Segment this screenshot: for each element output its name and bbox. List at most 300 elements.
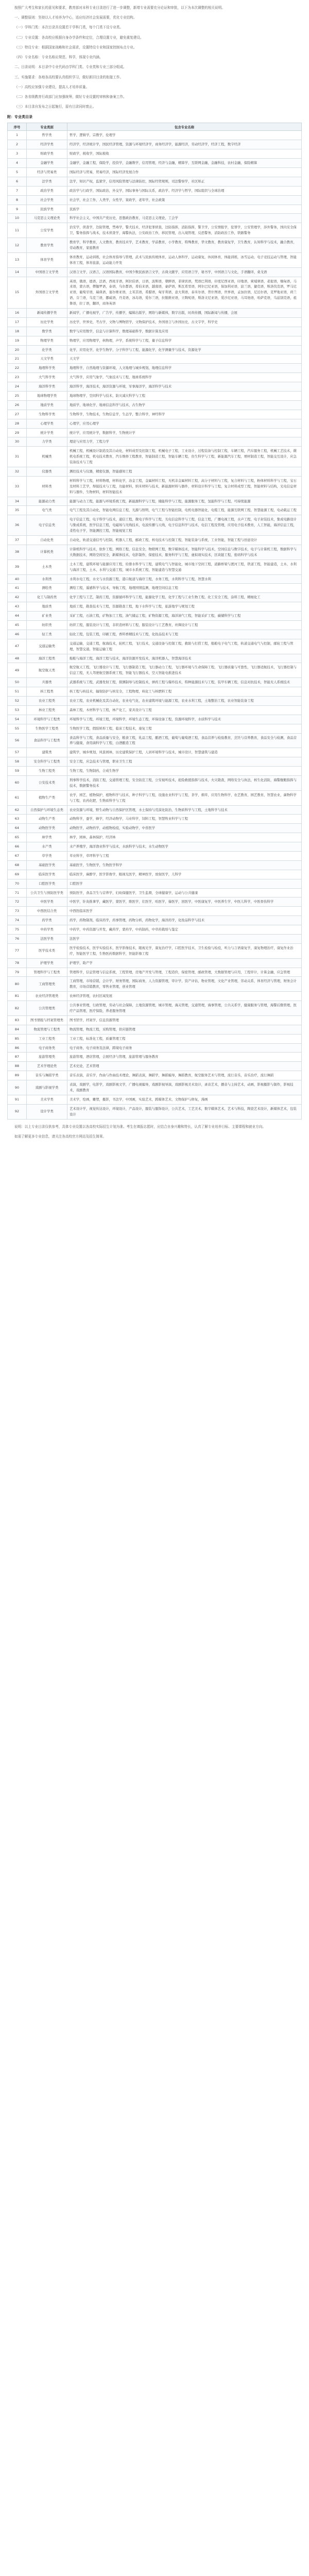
- row-majors: 历史学，世界史，考古学，文物与博物馆学，文物保护技术，外国语言与外国历史，古文字学，科学史: [67, 317, 302, 327]
- table-row: [8, 968, 302, 977]
- row-number: 47: [8, 639, 27, 654]
- table-row: [8, 1015, 302, 1025]
- table-row: [8, 715, 302, 724]
- row-majors: 统计学，应用统计学，数据科学，生物统计学: [67, 428, 302, 437]
- row-majors: 电子信息工程，电子科学与技术，通信工程，微电子科学与工程，光电信息科学与工程，信息工程，广播电视工程，水声工程，电子封装技术，集成电路设计与集成系统，医学信息工程，电磁场与无线技术，电波传播与天线，电子信息科学与技术，电信工程及管理，应用电子技术教育，人工智能，海洋信息工程，柔性电子学，智能测控工程，智能视觉工程: [67, 515, 302, 536]
- table-row: [8, 733, 302, 748]
- row-category: 农业工程类: [27, 696, 67, 705]
- table-row: [8, 400, 302, 410]
- row-majors: 地质学，地球化学，地球信息科学与技术，古生物学: [67, 400, 302, 410]
- row-number: 79: [8, 968, 27, 977]
- row-number: 65: [8, 833, 27, 842]
- row-category: 生物科学类: [27, 410, 67, 419]
- row-number: 26: [8, 400, 27, 410]
- row-majors: 动物科学，蚕学，蜂学，经济动物学，马业科学，饲料工程，智慧牧业科学与工程: [67, 815, 302, 824]
- row-number: 25: [8, 392, 27, 401]
- row-number: 27: [8, 410, 27, 419]
- row-majors: 计算机科学与技术，软件工程，网络工程，信息安全，物联网工程，数字媒体技术，智能科学与技术，空间信息与数字技术，电子与计算机工程，数据科学与大数据技术，网络空间安全，新媒体技术，电影制作，保密技术，服务科学与工程，虚拟现实技术，区块链工程，密码科学与技术: [67, 545, 302, 560]
- row-majors: 经济学，经济统计学，国民经济管理，资源与环境经济学，商务经济学，能源经济，劳动经济学，经济工程，数字经济: [67, 140, 302, 149]
- row-category: 经济与贸易类: [27, 167, 67, 177]
- row-number: 64: [8, 824, 27, 833]
- intro-paragraph: （二）专业设置：各高校应根据自身办学条件和定位，合理设置专业，避免重复建设。: [14, 35, 144, 40]
- row-category: 力学类: [27, 437, 67, 447]
- table-row: [8, 696, 302, 705]
- row-majors: 体育教育，运动训练，社会体育指导与管理，武术与民族传统体育，运动人体科学，运动康复，休闲体育，体能训练，冰雪运动，电子竞技运动与管理，智能体育工程，体育旅游，运动能力开发: [67, 252, 302, 267]
- table-row: [8, 223, 302, 238]
- table-row: [8, 992, 302, 1001]
- table-row: [8, 267, 302, 277]
- table-row: [8, 815, 302, 824]
- intro-paragraph: 二、目录说明：本目录中专业代码由学科门类、专业类和专业三部分组成。: [14, 65, 127, 70]
- table-row: [8, 309, 302, 318]
- row-number: 60: [8, 775, 27, 790]
- row-number: 19: [8, 336, 27, 345]
- table-row: [8, 238, 302, 253]
- table-row: [8, 545, 302, 560]
- row-number: 80: [8, 977, 27, 992]
- row-number: 59: [8, 767, 27, 776]
- row-majors: 化学，应用化学，化学生物学，分子科学与工程，能源化学，化学测量学与技术，资源化学: [67, 345, 302, 354]
- row-category: 航空航天类: [27, 663, 67, 678]
- row-category: 公安技术类: [27, 775, 67, 790]
- row-number: 63: [8, 815, 27, 824]
- row-number: 14: [8, 267, 27, 277]
- row-majors: 材料科学与工程，材料物理，材料化学，冶金工程，金属材料工程，无机非金属材料工程，高分子材料与工程，复合材料与工程，粉体材料科学与工程，宝石及材料工艺学，焊接技术与工程，功能材料，纳米材料与技术，新能源材料与器件，材料设计科学与工程，复合材料成型工程，智能材料与结构，光电信息材料与器件，生物材料，材料智能技术: [67, 476, 302, 497]
- row-majors: 生物医学工程，假肢矫形工程，临床工程技术，康复工程: [67, 724, 302, 733]
- row-number: 9: [8, 205, 27, 214]
- table-row: [8, 593, 302, 602]
- row-majors: 土木工程，建筑环境与能源应用工程，给排水科学与工程，建筑电气与智能化，城市地下空间工程，道路桥梁与渡河工程，铁道工程，智能建造，土木、水利与海洋工程，土木、水利与交通工程，城市水系统工程，智能建造与智慧交通: [67, 560, 302, 574]
- row-number: 74: [8, 916, 27, 925]
- table-row: [8, 748, 302, 757]
- row-majors: 心理学，应用心理学: [67, 419, 302, 428]
- row-number: 78: [8, 958, 27, 968]
- table-row: [8, 833, 302, 842]
- row-majors: 采矿工程，石油工程，矿物加工工程，油气储运工程，矿物资源工程，海洋油气工程，智能采矿工程，碳储科学与工程: [67, 612, 302, 621]
- row-majors: 音乐表演，音乐学，作曲与作曲技术理论，舞蹈表演，舞蹈学，舞蹈编导，舞蹈教育，航空服务艺术与管理，流行音乐，音乐治疗，流行舞蹈: [67, 1071, 302, 1080]
- row-majors: 地球物理学，空间科学与技术，防灾减灾科学与工程: [67, 392, 302, 401]
- table-row: [8, 428, 302, 437]
- table-row: [8, 860, 302, 870]
- row-number: 50: [8, 678, 27, 687]
- row-majors: 海洋科学，海洋技术，海洋资源与环境，军事海洋学，海洋科学与技术: [67, 382, 302, 392]
- row-number: 10: [8, 214, 27, 223]
- row-majors: 新闻学，广播电视学，广告学，传播学，编辑出版学，网络与新媒体，数字出版，时尚传播，国际新闻与传播，会展: [67, 309, 302, 318]
- row-majors: 安全工程，应急技术与管理，职业卫生工程: [67, 757, 302, 767]
- row-category: 安全科学与工程类: [27, 757, 67, 767]
- intro-section: [7, 5, 302, 109]
- row-majors: 基础医学，生物医学，生物医学科学: [67, 860, 302, 870]
- table-row: [8, 790, 302, 805]
- row-number: 71: [8, 888, 27, 897]
- row-majors: 刑事科学技术，消防工程，交通管理工程，安全防范工程，公安视听技术，抢险救援指挥与技术，火灾勘查，网络安全与执法，核生化消防，海警舰艇指挥与技术，数据警务技术: [67, 775, 302, 790]
- table-row: [8, 392, 302, 401]
- row-category: 新闻传播学类: [27, 309, 67, 318]
- row-category: 生物工程类: [27, 767, 67, 776]
- row-category: 食品科学与工程类: [27, 733, 67, 748]
- row-category: 公共卫生与预防医学类: [27, 888, 67, 897]
- table-row: [8, 805, 302, 815]
- row-category: 农业经济管理类: [27, 992, 67, 1001]
- row-majors: 林学，园林，森林保护，经济林: [67, 833, 302, 842]
- table-row: [8, 842, 302, 852]
- table-header-row: [8, 123, 302, 131]
- row-number: 75: [8, 925, 27, 935]
- row-number: 56: [8, 733, 27, 748]
- row-number: 86: [8, 1043, 27, 1053]
- row-number: 5: [8, 167, 27, 177]
- table-row: [8, 1080, 302, 1095]
- row-number: 84: [8, 1025, 27, 1034]
- row-number: 2: [8, 140, 27, 149]
- table-row: [8, 252, 302, 267]
- row-category: 财政学类: [27, 149, 67, 159]
- row-category: 公安学类: [27, 223, 67, 238]
- row-category: 能源动力类: [27, 497, 67, 506]
- row-category: 管理科学与工程类: [27, 968, 67, 977]
- row-category: 统计学类: [27, 428, 67, 437]
- row-category: 矿业类: [27, 612, 67, 621]
- intro-paragraph: 三、实施要求：各地各高校要认真组织学习，做好新旧目录的衔接工作。: [14, 75, 123, 79]
- table-row: [8, 1043, 302, 1053]
- row-number: 18: [8, 327, 27, 336]
- table-row: [8, 364, 302, 373]
- row-number: 90: [8, 1080, 27, 1095]
- row-majors: 测控技术与仪器，精密仪器，智能感知工程: [67, 467, 302, 477]
- table-row: [8, 506, 302, 515]
- row-category: 社会学类: [27, 195, 67, 205]
- row-category: 基础医学类: [27, 860, 67, 870]
- row-majors: 森林工程，木材科学与工程，林产化工，家具设计与工程: [67, 705, 302, 715]
- row-number: 48: [8, 654, 27, 663]
- table-row: [8, 373, 302, 382]
- intro-paragraph: （一）学科门类：本次目录共设置若干学科门类，每个门类下设专业类。: [14, 25, 123, 30]
- row-majors: 船舶与海洋工程，海洋工程与技术，海洋资源开发技术，海洋机器人，智慧海洋技术: [67, 654, 302, 663]
- row-category: 设计学类: [27, 1104, 67, 1119]
- row-category: 地质类: [27, 602, 67, 612]
- row-number: 85: [8, 1034, 27, 1043]
- row-majors: 数学与应用数学，信息与计算科学，数理基础科学，数据计算及应用: [67, 327, 302, 336]
- row-category: 法学类: [27, 177, 67, 186]
- row-number: 55: [8, 724, 27, 733]
- row-majors: 测绘工程，遥感科学与技术，导航工程，地理国情监测，地理空间信息工程: [67, 584, 302, 593]
- row-majors: 管理科学，信息管理与信息系统，工程管理，房地产开发与管理，工程造价，保密管理，邮政管理，大数据管理与应用，工程审计，计算金融，应急管理: [67, 968, 302, 977]
- table-row: [8, 345, 302, 354]
- row-number: 34: [8, 497, 27, 506]
- row-majors: 科学社会主义，中国共产党历史，思想政治教育，马克思主义理论，工会学: [67, 214, 302, 223]
- row-category: 中医学类: [27, 897, 67, 907]
- table-row: [8, 195, 302, 205]
- row-majors: 法医学: [67, 935, 302, 944]
- row-category: 建筑类: [27, 748, 67, 757]
- row-category: 心理学类: [27, 419, 67, 428]
- row-majors: 财政学，税收学，国际税收: [67, 149, 302, 159]
- row-number: 11: [8, 223, 27, 238]
- row-category: 材料类: [27, 476, 67, 497]
- row-number: 76: [8, 935, 27, 944]
- row-majors: 武器系统与工程，武器发射工程，探测制导与控制技术，弹药工程与爆炸技术，特种能源技术与工程，装甲车辆工程，信息对抗技术，智能无人系统技术: [67, 678, 302, 687]
- row-category: 电子商务类: [27, 1043, 67, 1053]
- row-number: 15: [8, 277, 27, 308]
- table-row: [8, 1095, 302, 1104]
- row-category: 天文学类: [27, 354, 67, 364]
- table-row: [8, 437, 302, 447]
- row-majors: 艺术史论，艺术管理: [67, 1062, 302, 1071]
- table-row: [8, 131, 302, 140]
- row-majors: 美术学，绘画，雕塑，摄影，书法学，中国画，实验艺术，跨媒体艺术，文物保护与修复，漫画: [67, 1095, 302, 1104]
- row-majors: 水产养殖学，海洋渔业科学与技术，水族科学与技术，水生动物医学: [67, 842, 302, 852]
- row-majors: 自动化，轨道交通信号与控制，机器人工程，邮政工程，核电技术与控制工程，智能装备与系统，工业智能，智能工程与创意设计: [67, 536, 302, 545]
- row-number: 3: [8, 149, 27, 159]
- row-category: 工商管理类: [27, 977, 67, 992]
- row-number: 7: [8, 186, 27, 195]
- row-number: 73: [8, 907, 27, 916]
- row-number: 30: [8, 437, 27, 447]
- row-number: 70: [8, 879, 27, 888]
- outro-paragraph: 说明：以上专业目录仅供参考，具体专业设置以各高校实际招生计划为准。考生在填报志愿时，应结合自身兴趣和特长，认真了解专业培养目标、主要课程和就业方向。: [14, 1124, 266, 1129]
- row-category: 林业工程类: [27, 705, 67, 715]
- row-category: 经济学类: [27, 140, 67, 149]
- table-row: [8, 574, 302, 584]
- row-category: 电气类: [27, 506, 67, 515]
- row-category: 药学类: [27, 916, 67, 925]
- row-category: 植物生产类: [27, 790, 67, 805]
- row-category: 机械类: [27, 447, 67, 467]
- row-category: 兵器类: [27, 678, 67, 687]
- intro-paragraph: （三）特设专业：根据国家战略和社会需求，设置特设专业和国家控制布点专业。: [14, 45, 137, 49]
- row-majors: 理论与应用力学，工程力学: [67, 437, 302, 447]
- row-number: 23: [8, 373, 27, 382]
- row-majors: 口腔医学: [67, 879, 302, 888]
- table-row: [8, 1001, 302, 1016]
- row-category: 大气科学类: [27, 373, 67, 382]
- row-number: 37: [8, 536, 27, 545]
- row-category: 纺织类: [27, 620, 67, 630]
- row-number: 35: [8, 506, 27, 515]
- row-majors: 动物医学，动物药学，动植物检疫，实验动物学，中兽医学: [67, 824, 302, 833]
- row-number: 33: [8, 476, 27, 497]
- row-category: 图书情报与档案管理类: [27, 1015, 67, 1025]
- table-row: [8, 177, 302, 186]
- row-number: 49: [8, 663, 27, 678]
- row-number: 39: [8, 560, 27, 574]
- row-category: 测绘类: [27, 584, 67, 593]
- row-majors: 地理科学，自然地理与资源环境，人文地理与城乡规划，地理信息科学: [67, 364, 302, 373]
- row-category: 音乐与舞蹈学类: [27, 1071, 67, 1080]
- row-majors: 农学，园艺，植物保护，植物科学与技术，种子科学与工程，设施农业科学与工程，茶学，烟草，应用生物科学，农艺教育，园艺教育，智慧农业，菌物科学与工程，农药化肥，生物质科学与工程: [67, 790, 302, 805]
- row-majors: 工商管理，市场营销，会计学，财务管理，国际商务，人力资源管理，审计学，资产评估，物业管理，文化产业管理，劳动关系，体育经济与管理，财务会计教育，市场营销教育，零售业管理，创业管理: [67, 977, 302, 992]
- row-category: 护理学类: [27, 958, 67, 968]
- table-row: [8, 879, 302, 888]
- table-row: [8, 536, 302, 545]
- table-row: [8, 327, 302, 336]
- row-number: 67: [8, 852, 27, 861]
- row-majors: 草业科学，草坪科学与工程: [67, 852, 302, 861]
- row-number: 8: [8, 195, 27, 205]
- row-number: 21: [8, 354, 27, 364]
- row-number: 52: [8, 696, 27, 705]
- row-number: 88: [8, 1062, 27, 1071]
- table-body: [8, 131, 302, 1119]
- row-number: 32: [8, 467, 27, 477]
- row-category: 法医学类: [27, 935, 67, 944]
- row-majors: 交通运输，交通工程，航海技术，轮机工程，飞行技术，交通设备与控制工程，救助与打捞工程，船舶电子电气工程，轨道交通电气与控制，邮轮工程与管理，智慧交通，智能运输工程: [67, 639, 302, 654]
- table-row: [8, 186, 302, 195]
- row-majors: 核工程与核技术，辐射防护与核安全，工程物理，核化工与核燃料工程: [67, 687, 302, 697]
- row-number: 38: [8, 545, 27, 560]
- row-majors: 环境科学与工程，环境工程，环境科学，环境生态工程，环保设备工程，资源环境科学，水质科学与技术: [67, 715, 302, 724]
- row-number: 12: [8, 238, 27, 253]
- row-number: 28: [8, 419, 27, 428]
- row-number: 51: [8, 687, 27, 697]
- table-row: [8, 467, 302, 477]
- row-category: 海洋科学类: [27, 382, 67, 392]
- row-category: 政治学类: [27, 186, 67, 195]
- row-number: 91: [8, 1095, 27, 1104]
- row-category: 水利类: [27, 574, 67, 584]
- row-majors: 纺织工程，服装设计与工程，非织造材料与工程，服装设计与工艺教育，丝绸设计与工程: [67, 620, 302, 630]
- row-number: 61: [8, 790, 27, 805]
- row-category: 美术学类: [27, 1095, 67, 1104]
- row-majors: 汉语言文学，汉语言，汉语国际教育，中国少数民族语言文学，古典文献学，应用语言学，秘书学，中国语言与文化，手语翻译，桑戈语: [67, 267, 302, 277]
- row-category: 临床医学类: [27, 870, 67, 879]
- table-row: [8, 1034, 302, 1043]
- row-number: 44: [8, 612, 27, 621]
- row-number: 69: [8, 870, 27, 879]
- table-row: [8, 602, 302, 612]
- table-row: [8, 1071, 302, 1080]
- row-number: 57: [8, 748, 27, 757]
- table-row: [8, 907, 302, 916]
- outro-section: [7, 1124, 302, 1139]
- row-majors: 哲学，逻辑学，宗教学，伦理学: [67, 131, 302, 140]
- row-majors: 民族学: [67, 205, 302, 214]
- table-row: [8, 852, 302, 861]
- table-row: [8, 687, 302, 697]
- row-number: 40: [8, 574, 27, 584]
- row-number: 31: [8, 447, 27, 467]
- table-row: [8, 639, 302, 654]
- row-category: 核工程类: [27, 687, 67, 697]
- intro-paragraph: 按照广大考生和家长的意见和要求，教育部对本科专业目录进行了进一步调整，新增专业需要充分论证和审批，以下为本次调整的相关说明。: [14, 6, 225, 10]
- row-number: 41: [8, 584, 27, 593]
- row-category: 医学技术类: [27, 943, 67, 958]
- row-number: 22: [8, 364, 27, 373]
- table-row: [8, 935, 302, 944]
- row-number: 20: [8, 345, 27, 354]
- row-number: 77: [8, 943, 27, 958]
- row-number: 87: [8, 1053, 27, 1062]
- row-majors: 中医学，针灸推拿学，藏医学，蒙医学，维医学，壮医学，哈医学，傣医学，回医学，中医康复学，中医养生学，中医儿科学，中医骨伤科学: [67, 897, 302, 907]
- row-category: 旅游管理类: [27, 1053, 67, 1062]
- row-number: 53: [8, 705, 27, 715]
- row-category: 体育学类: [27, 252, 67, 267]
- table-row: [8, 1062, 302, 1071]
- table-row: [8, 897, 302, 907]
- intro-paragraph: 一、调整原则：坚持以人才培养为中心，适应经济社会发展需要，优化专业结构。: [14, 15, 137, 20]
- table-row: [8, 410, 302, 419]
- table-row: [8, 977, 302, 992]
- row-majors: 物流管理，物流工程，采购管理，供应链管理: [67, 1025, 302, 1034]
- row-category: 中西医结合类: [27, 907, 67, 916]
- row-category: 草学类: [27, 852, 67, 861]
- intro-paragraph: （三）本目录自发布之日起施行，原有目录同时废止。: [14, 105, 96, 109]
- row-majors: 政治学与行政学，国际政治，外交学，国际事务与国际关系，政治学、经济学与哲学，国际组织与全球治理: [67, 186, 302, 195]
- row-majors: 食品科学与工程，食品质量与安全，粮食工程，乳品工程，酿酒工程，葡萄与葡萄酒工程，食品营养与检验教育，烹饪与营养教育，食品安全与检测，食品营养与健康，食用菌科学与工程，白酒酿造工程: [67, 733, 302, 748]
- row-majors: 表演，戏剧学，电影学，戏剧影视文学，广播电视编导，戏剧影视导演，戏剧影视美术设计，录音艺术，播音与主持艺术，动画，影视摄影与制作，影视技术，戏剧教育: [67, 1080, 302, 1095]
- row-category: 物理学类: [27, 336, 67, 345]
- row-majors: 农林经济管理，农村区域发展: [67, 992, 302, 1001]
- row-category: 仪器类: [27, 467, 67, 477]
- table-row: [8, 705, 302, 715]
- row-category: 金融学类: [27, 159, 67, 168]
- row-category: 马克思主义理论类: [27, 214, 67, 223]
- row-category: 中药学类: [27, 925, 67, 935]
- row-category: 外国语言文学类: [27, 277, 67, 308]
- row-category: 地球物理学类: [27, 392, 67, 401]
- row-category: 自动化类: [27, 536, 67, 545]
- row-number: 72: [8, 897, 27, 907]
- row-category: 轻工类: [27, 630, 67, 639]
- row-number: 54: [8, 715, 27, 724]
- row-category: 林学类: [27, 833, 67, 842]
- table-row: [8, 767, 302, 776]
- table-row: [8, 476, 302, 497]
- table-row: [8, 497, 302, 506]
- row-majors: 旅游管理，酒店管理，会展经济与管理，旅游管理与服务教育: [67, 1053, 302, 1062]
- row-number: 17: [8, 317, 27, 327]
- row-category: 历史学类: [27, 317, 67, 327]
- majors-table: [7, 123, 302, 1119]
- header-number: 序号: [8, 123, 27, 131]
- row-category: 自然保护与环境生态类: [27, 805, 67, 815]
- row-number: 82: [8, 1001, 27, 1016]
- row-number: 24: [8, 382, 27, 392]
- row-majors: 机械工程，机械设计制造及其自动化，材料成型及控制工程，机械电子工程，工业设计，过程装备与控制工程，车辆工程，汽车服务工程，机械工艺技术，微机电系统工程，机电技术教育，汽车维修工程教育，智能制造工程，智能车辆工程，仿生科学与工程，新能源汽车工程，增材制造工程，智能交互设计，应急装备技术与工程: [67, 447, 302, 467]
- table-row: [8, 888, 302, 897]
- row-category: 化工与制药类: [27, 593, 67, 602]
- row-majors: 物理学，应用物理学，核物理，声学，系统科学与工程，量子信息科学: [67, 336, 302, 345]
- table-row: [8, 149, 302, 159]
- table-row: [8, 1053, 302, 1062]
- row-category: 公共管理类: [27, 1001, 67, 1016]
- row-majors: 教育学，科学教育，人文教育，教育技术学，艺术教育，学前教育，小学教育，特殊教育，华文教育，教育康复学，卫生教育，认知科学与技术，融合教育，劳动教育，家庭教育: [67, 238, 302, 253]
- row-majors: 国际经济与贸易，贸易经济，国际经济发展合作: [67, 167, 302, 177]
- outro-paragraph: 如需了解更多专业信息，请关注各高校官方网站及招生简章。: [14, 1134, 107, 1139]
- row-majors: 临床医学，麻醉学，医学影像学，眼视光医学，精神医学，放射医学，儿科学: [67, 870, 302, 879]
- row-category: 土木类: [27, 560, 67, 574]
- header-category: 专业类别: [27, 123, 67, 131]
- table-row: [8, 214, 302, 223]
- row-category: 戏剧与影视学类: [27, 1080, 67, 1095]
- row-majors: 航空航天工程，飞行器设计与工程，飞行器制造工程，飞行器动力工程，飞行器环境与生命保障工程，飞行器质量与可靠性，飞行器适航技术，飞行器控制与信息工程，无人驾驶航空器系统工程，智能飞行器技术，空天智能电推进技术: [67, 663, 302, 678]
- table-row: [8, 354, 302, 364]
- table-row: [8, 167, 302, 177]
- row-number: 81: [8, 992, 27, 1001]
- table-row: [8, 382, 302, 392]
- table-row: [8, 724, 302, 733]
- row-number: 68: [8, 860, 27, 870]
- row-category: 交通运输类: [27, 639, 67, 654]
- row-majors: 护理学，助产学: [67, 958, 302, 968]
- row-majors: 天文学: [67, 354, 302, 364]
- intro-paragraph: （四）专业名称：专业名称应规范、科学，体现专业内涵。: [14, 55, 103, 60]
- row-number: 36: [8, 515, 27, 536]
- row-number: 83: [8, 1015, 27, 1025]
- row-category: 动物医学类: [27, 824, 67, 833]
- intro-paragraph: （二）各省级教育行政部门应加强统筹，做好专业设置的审核和备案工作。: [14, 94, 127, 99]
- row-majors: 大气科学，应用气象学，气象技术与工程，地球系统科学: [67, 373, 302, 382]
